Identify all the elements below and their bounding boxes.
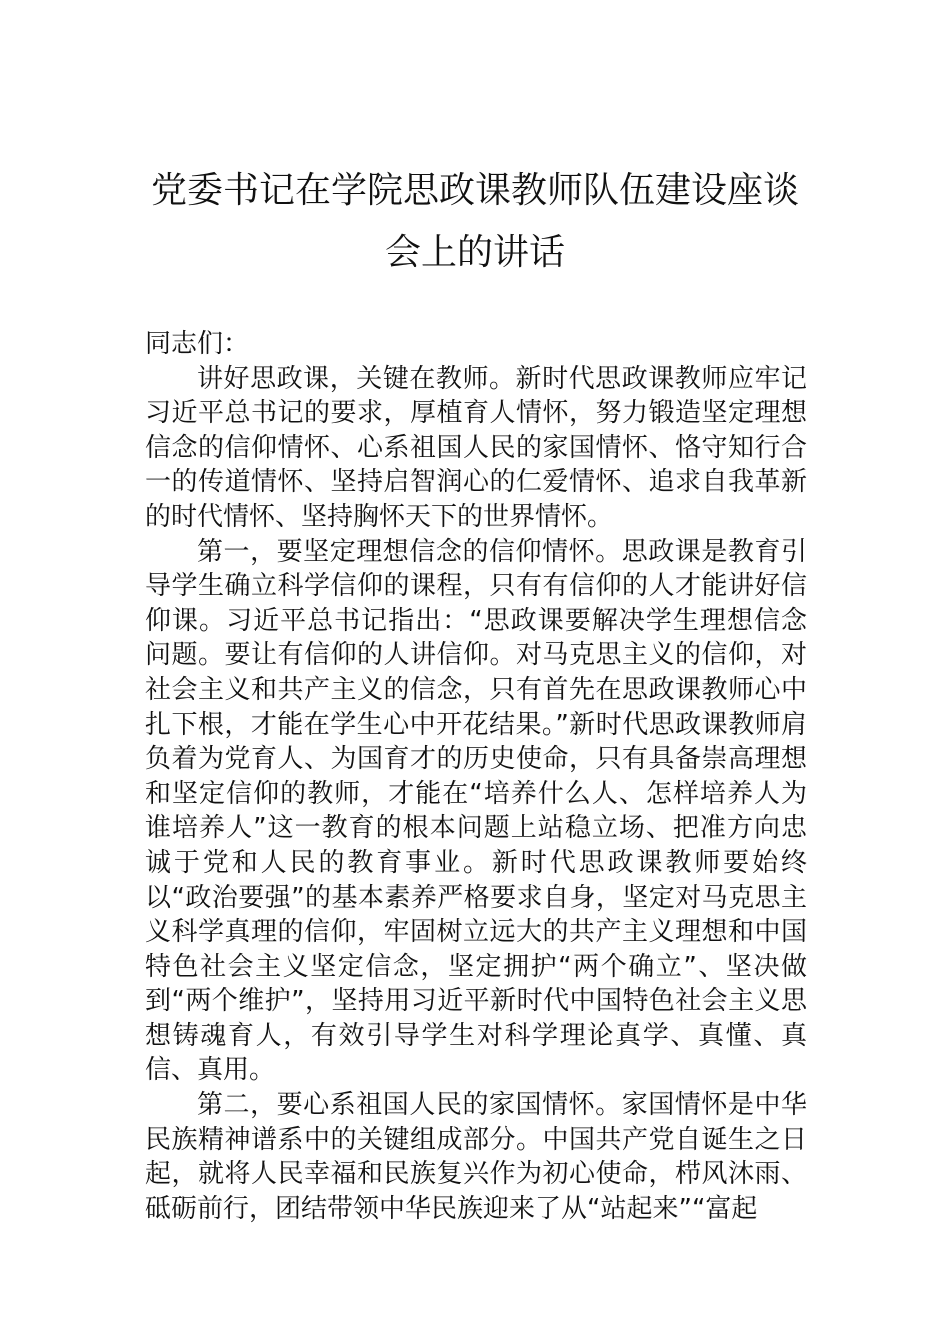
title-line-2: 会上的讲话 — [384, 232, 565, 273]
salutation: 同志们： — [145, 329, 250, 359]
paragraph-lead: 第一，要坚定理想信念的信仰情怀。 — [197, 536, 622, 567]
paragraph-text: 讲好思政课，关键在教师。新时代思政课教师应牢记习近平总书记的要求，厚植育人情怀，努力锻造坚定理想信念的信仰情怀、心系祖国人民的家国情怀、恪守知行合一的传道情怀、坚持启智润心的仁爱情怀、追求自我革新的时代情怀、坚持胸怀天下的世界情怀。 — [145, 363, 807, 532]
document-body — [145, 327, 807, 1226]
paragraph-text: 家国情怀是中华民族精神谱系中的关键组成部分。中国共产党自诞生之日起，就将人民幸福和民族复兴作为初心使命，栉风沐雨、砥砺前行，团结带领中华民族迎来了从“站起来”“富起 — [145, 1090, 807, 1224]
title-line-1: 党委书记在学院思政课教师队伍建设座谈 — [150, 170, 799, 211]
paragraph-first-point — [145, 535, 807, 1089]
paragraph-second-point — [145, 1088, 807, 1226]
paragraph-intro — [145, 362, 807, 535]
document-title — [145, 160, 805, 284]
paragraph-lead: 第二，要心系祖国人民的家国情怀。 — [197, 1090, 622, 1121]
paragraph-text: 思政课是教育引导学生确立科学信仰的课程，只有有信仰的人才能讲好信仰课。习近平总书记指出：“思政课要解决学生理想信念问题。要让有信仰的人讲信仰。对马克思主义的信仰，对社会主义和共产主义的信念，只有首先在思政课教师心中扎下根，才能在学生心中开花结果。”新时代思政课教师肩负着为党育人、为国育才的历史使命，只有具备崇高理想和坚定信仰的教师，才能在“培养什么人、怎样培养人为谁培养人”这一教育的根本问题上站稳立场、把准方向忠诚于党和人民的教育事业。新时代思政课教师要始终以“政治要强”的基本素养严格要求自身，坚定对马克思主义科学真理的信仰，牢固树立远大的共产主义理想和中国特色社会主义坚定信念，坚定拥护“两个确立”、坚决做到“两个维护”，坚持用习近平新时代中国特色社会主义思想铸魂育人，有效引导学生对科学理论真学、真懂、真信、真用。 — [145, 536, 807, 1086]
